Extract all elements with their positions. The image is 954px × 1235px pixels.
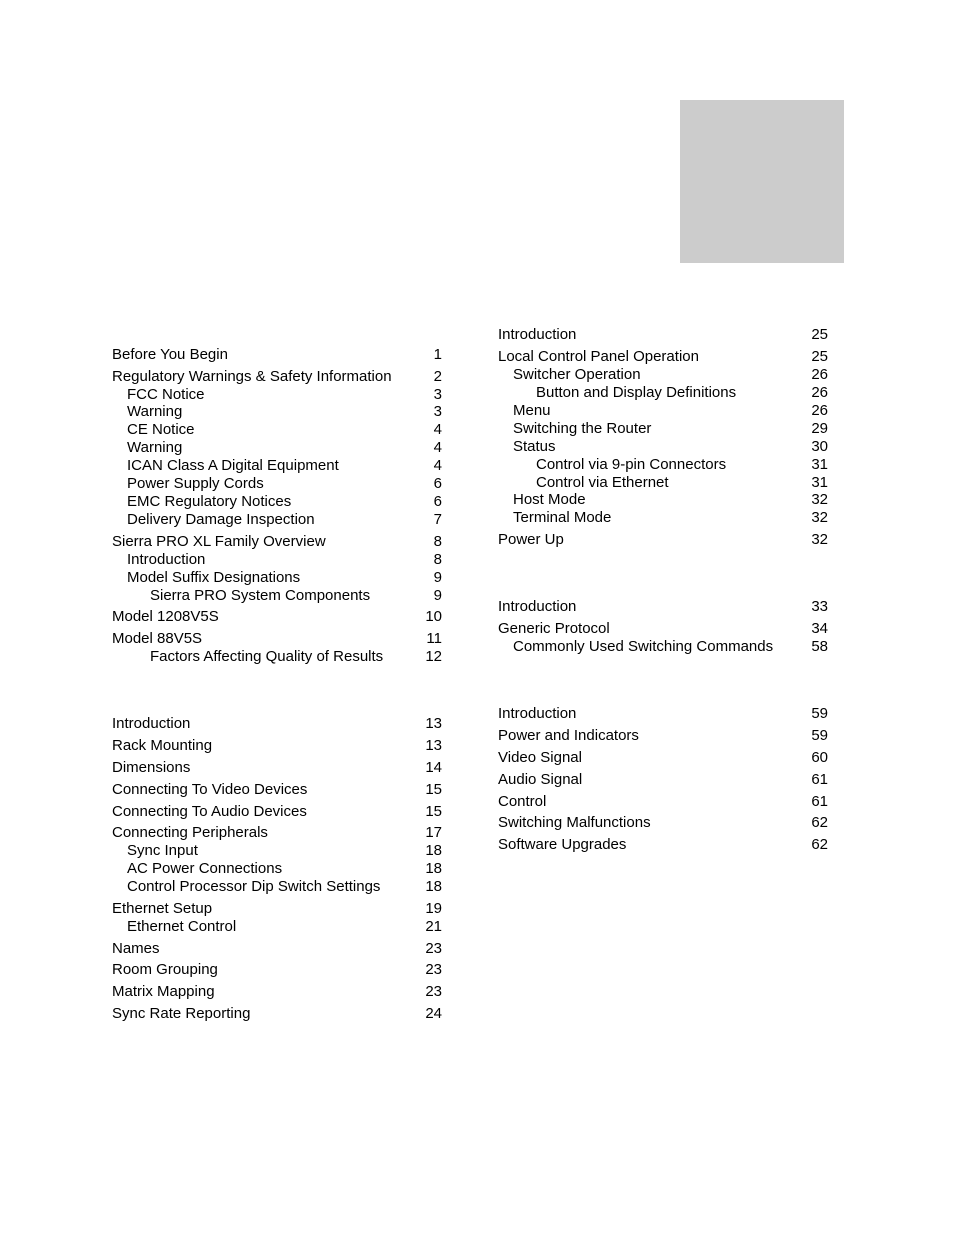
toc-entry-title: Model 88V5S	[112, 630, 203, 647]
toc-entry-page-number: 58	[811, 638, 828, 655]
toc-entry-title: Commonly Used Switching Commands	[513, 638, 774, 655]
toc-entry-title: Power Up	[498, 531, 564, 548]
toc-entry-page-number: 9	[433, 587, 442, 604]
gray-placeholder-block	[680, 100, 844, 263]
toc-entry-title: Dimensions	[112, 759, 191, 776]
toc-entry-title: Status	[513, 438, 556, 455]
toc-entry-title: Sierra PRO System Components	[150, 587, 371, 604]
toc-entry	[498, 727, 828, 745]
toc-entry-page-number: 25	[811, 326, 828, 343]
toc-entry	[112, 475, 442, 493]
toc-entry	[112, 715, 442, 733]
toc-entry	[112, 346, 442, 364]
toc-entry-title: Before You Begin	[112, 346, 228, 363]
toc-entry	[498, 438, 828, 456]
toc-entry	[498, 509, 828, 527]
toc-entry-page-number: 32	[811, 509, 828, 526]
toc-entry-title: Matrix Mapping	[112, 983, 215, 1000]
toc-entry-page-number: 6	[433, 475, 442, 492]
toc-entry-title: Switching Malfunctions	[498, 814, 651, 831]
toc-entry	[112, 781, 442, 799]
toc-entry-page-number: 23	[425, 940, 442, 957]
toc-entry-title: Model Suffix Designations	[127, 569, 301, 586]
toc-entry-title: Switching the Router	[513, 420, 652, 437]
toc-entry	[112, 824, 442, 842]
toc-entry-page-number: 29	[811, 420, 828, 437]
toc-entry-page-number: 19	[425, 900, 442, 917]
toc-entry	[498, 771, 828, 789]
toc-entry-title: Names	[112, 940, 160, 957]
toc-entry-title: Control	[498, 793, 547, 810]
toc-entry	[112, 737, 442, 755]
toc-entry-title: Room Grouping	[112, 961, 218, 978]
toc-entry-title: Sync Input	[127, 842, 198, 859]
toc-entry	[112, 918, 442, 936]
toc-entry-page-number: 3	[433, 403, 442, 420]
toc-entry	[498, 836, 828, 854]
toc-entry	[498, 814, 828, 832]
toc-entry	[112, 421, 442, 439]
toc-entry-page-number: 18	[425, 878, 442, 895]
toc-entry	[112, 648, 442, 666]
toc-entry-page-number: 26	[811, 384, 828, 401]
toc-entry-page-number: 61	[811, 771, 828, 788]
toc-entry	[112, 759, 442, 777]
toc-entry-title: Button and Display Definitions	[536, 384, 737, 401]
toc-entry	[112, 457, 442, 475]
toc-entry	[498, 491, 828, 509]
toc-entry-title: Introduction	[498, 705, 577, 722]
toc-entry-page-number: 23	[425, 961, 442, 978]
toc-entry	[112, 630, 442, 648]
toc-entry-page-number: 14	[425, 759, 442, 776]
toc-entry-title: Warning	[127, 403, 183, 420]
toc-entry	[498, 620, 828, 638]
toc-entry-title: Power Supply Cords	[127, 475, 264, 492]
toc-entry-title: Switcher Operation	[513, 366, 641, 383]
toc-entry-page-number: 4	[433, 457, 442, 474]
toc-entry	[498, 474, 828, 492]
toc-entry-page-number: 15	[425, 803, 442, 820]
toc-entry	[498, 326, 828, 344]
toc-entry-title: Introduction	[127, 551, 206, 568]
toc-entry	[112, 1005, 442, 1023]
toc-entry-title: Connecting To Audio Devices	[112, 803, 307, 820]
toc-entry	[112, 551, 442, 569]
toc-entry	[498, 749, 828, 767]
toc-entry-title: Factors Affecting Quality of Results	[150, 648, 384, 665]
toc-entry-page-number: 26	[811, 402, 828, 419]
toc-entry-title: Control Processor Dip Switch Settings	[127, 878, 381, 895]
toc-entry-page-number: 32	[811, 531, 828, 548]
toc-entry-page-number: 34	[811, 620, 828, 637]
toc-entry	[112, 368, 442, 386]
toc-entry-page-number: 31	[811, 456, 828, 473]
toc-entry-title: CE Notice	[127, 421, 195, 438]
toc-entry-title: Control via 9-pin Connectors	[536, 456, 727, 473]
toc-entry-page-number: 62	[811, 814, 828, 831]
toc-entry	[498, 402, 828, 420]
toc-entry	[112, 803, 442, 821]
toc-entry-page-number: 26	[811, 366, 828, 383]
toc-entry	[112, 940, 442, 958]
toc-entry-title: Menu	[513, 402, 551, 419]
toc-entry-page-number: 62	[811, 836, 828, 853]
toc-entry-page-number: 11	[426, 630, 442, 647]
toc-entry-title: Ethernet Setup	[112, 900, 213, 917]
toc-entry-page-number: 13	[425, 715, 442, 732]
toc-entry-title: Introduction	[112, 715, 191, 732]
toc-entry-title: Connecting Peripherals	[112, 824, 268, 841]
toc-entry-title: Regulatory Warnings & Safety Information	[112, 368, 392, 385]
toc-entry	[112, 983, 442, 1001]
toc-entry	[498, 456, 828, 474]
toc-entry-page-number: 6	[433, 493, 442, 510]
toc-entry-title: Sierra PRO XL Family Overview	[112, 533, 326, 550]
toc-entry-title: Model 1208V5S	[112, 608, 219, 625]
toc-entry-title: ICAN Class A Digital Equipment	[127, 457, 339, 474]
toc-entry	[498, 348, 828, 366]
toc-entry	[498, 638, 828, 656]
toc-entry-page-number: 25	[811, 348, 828, 365]
toc-entry-page-number: 10	[425, 608, 442, 625]
toc-entry	[112, 569, 442, 587]
toc-entry-page-number: 23	[425, 983, 442, 1000]
toc-entry-title: Software Upgrades	[498, 836, 627, 853]
toc-entry-title: Host Mode	[513, 491, 586, 508]
toc-entry-title: Warning	[127, 439, 183, 456]
toc-entry	[498, 598, 828, 616]
toc-entry	[498, 384, 828, 402]
toc-entry	[112, 842, 442, 860]
toc-entry-title: Power and Indicators	[498, 727, 639, 744]
toc-entry-title: Introduction	[498, 326, 577, 343]
toc-entry-page-number: 61	[811, 793, 828, 810]
toc-entry-page-number: 3	[433, 386, 442, 403]
toc-entry-title: Sync Rate Reporting	[112, 1005, 251, 1022]
toc-entry-title: AC Power Connections	[127, 860, 283, 877]
toc-entry-page-number: 8	[433, 551, 442, 568]
toc-entry-title: EMC Regulatory Notices	[127, 493, 292, 510]
toc-entry-page-number: 32	[811, 491, 828, 508]
toc-entry-title: FCC Notice	[127, 386, 205, 403]
toc-entry	[112, 386, 442, 404]
toc-entry-page-number: 4	[433, 439, 442, 456]
toc-entry-page-number: 59	[811, 705, 828, 722]
toc-entry	[112, 587, 442, 605]
toc-entry-page-number: 21	[425, 918, 442, 935]
toc-entry-page-number: 1	[433, 346, 442, 363]
toc-entry-page-number: 31	[811, 474, 828, 491]
toc-entry-title: Terminal Mode	[513, 509, 612, 526]
toc-entry-title: Rack Mounting	[112, 737, 213, 754]
toc-entry-page-number: 18	[425, 860, 442, 877]
toc-entry-page-number: 30	[811, 438, 828, 455]
toc-entry	[498, 366, 828, 384]
toc-entry-page-number: 8	[433, 533, 442, 550]
toc-entry-page-number: 2	[433, 368, 442, 385]
toc-entry	[112, 493, 442, 511]
toc-entry-title: Local Control Panel Operation	[498, 348, 699, 365]
toc-entry	[112, 961, 442, 979]
toc-entry-page-number: 18	[425, 842, 442, 859]
toc-entry-title: Audio Signal	[498, 771, 583, 788]
toc-entry-page-number: 24	[425, 1005, 442, 1022]
toc-entry-page-number: 59	[811, 727, 828, 744]
toc-entry-title: Video Signal	[498, 749, 582, 766]
toc-entry	[498, 793, 828, 811]
toc-entry-page-number: 60	[811, 749, 828, 766]
toc-entry-page-number: 7	[433, 511, 442, 528]
toc-entry	[498, 705, 828, 723]
toc-entry	[112, 533, 442, 551]
toc-entry-page-number: 9	[433, 569, 442, 586]
toc-entry-page-number: 13	[425, 737, 442, 754]
toc-entry-title: Generic Protocol	[498, 620, 610, 637]
toc-entry	[498, 531, 828, 549]
toc-entry	[112, 403, 442, 421]
toc-entry	[112, 900, 442, 918]
toc-entry	[112, 511, 442, 529]
toc-entry	[112, 608, 442, 626]
toc-entry	[498, 420, 828, 438]
toc-entry-title: Ethernet Control	[127, 918, 237, 935]
toc-entry	[112, 878, 442, 896]
toc-entry-title: Control via Ethernet	[536, 474, 669, 491]
toc-entry	[112, 439, 442, 457]
toc-entry-page-number: 4	[433, 421, 442, 438]
toc-entry-title: Connecting To Video Devices	[112, 781, 308, 798]
toc-entry-page-number: 12	[425, 648, 442, 665]
toc-entry-title: Delivery Damage Inspection	[127, 511, 315, 528]
toc-entry	[112, 860, 442, 878]
toc-entry-page-number: 15	[425, 781, 442, 798]
toc-entry-page-number: 33	[811, 598, 828, 615]
toc-entry-page-number: 17	[425, 824, 442, 841]
toc-entry-title: Introduction	[498, 598, 577, 615]
